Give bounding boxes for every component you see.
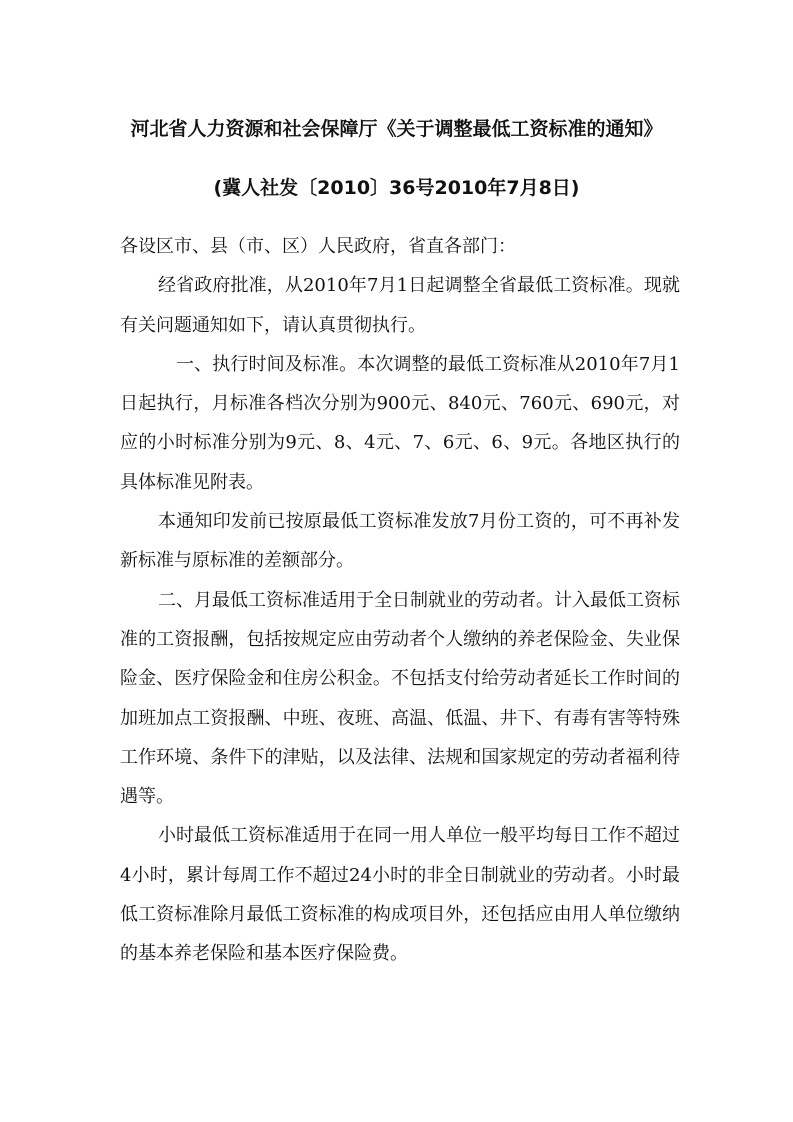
salutation: 各设区市、县（市、区）人民政府，省直各部门： [120, 236, 516, 257]
paragraph-hourly: 小时最低工资标准适用于在同一用人单位一般平均每日工作不超过4小时，累计每周工作不超过24小时的非全日制就业的劳动者。小时最低工资标准除月最低工资标准的构成项目外，还包括应由用人单位缴纳的基本养老保险和基本医疗保险费。 [120, 825, 680, 965]
paragraph-section-1: 一、执行时间及标准。本次调整的最低工资标准从2010年7月1日起执行，月标准各档次分别为900元、840元、760元、690元，对应的小时标准分别为9元、8、4元、7、6元、6、9元。各地区执行的具体标准见附表。 [120, 353, 680, 493]
paragraph-note: 本通知印发前已按原最低工资标准发放7月份工资的，可不再补发新标准与原标准的差额部分。 [120, 511, 680, 572]
paragraph-section-2: 二、月最低工资标准适用于全日制就业的劳动者。计入最低工资标准的工资报酬，包括按规定应由劳动者个人缴纳的养老保险金、失业保险金、医疗保险金和住房公积金。不包括支付给劳动者延长工作时间的加班加点工资报酬、中班、夜班、高温、低温、井下、有毒有害等特殊工作环境、条件下的津贴，以及法律、法规和国家规定的劳动者福利待遇等。 [120, 589, 680, 808]
document-number: (冀人社发〔2010〕36号2010年7月8日) [213, 177, 580, 199]
document-title: 河北省人力资源和社会保障厅《关于调整最低工资标准的通知》 [130, 118, 663, 140]
paragraph-intro: 经省政府批准，从2010年7月1日起调整全省最低工资标准。现就有关问题通知如下，请认真贯彻执行。 [120, 275, 680, 336]
document-body [120, 227, 680, 974]
